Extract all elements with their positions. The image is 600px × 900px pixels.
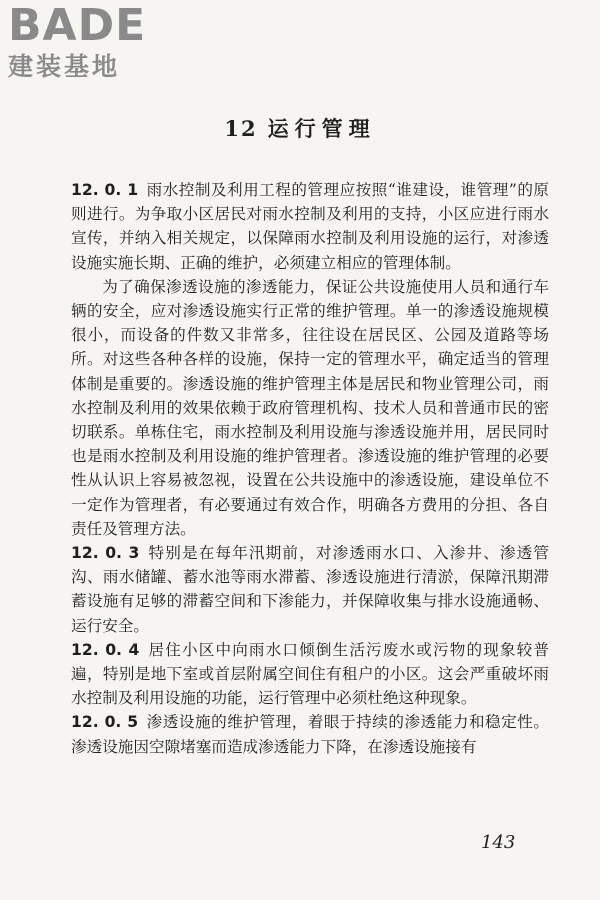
clause-text: 渗透设施的维护管理，着眼于持续的渗透能力和稳定性。渗透设施因空隙堵塞而造成渗透能力下降，在渗透设施接有 (71, 713, 549, 756)
clause-text: 居住小区中向雨水口倾倒生活污废水或污物的现象较普遍，特别是地下室或首层附属空间住有租户的小区。这会严重破坏雨水控制及利用设施的功能，运行管理中必须杜绝这种现象。 (71, 640, 549, 708)
page-number: 143 (481, 832, 516, 853)
clause-number: 12. 0. 5 (71, 713, 139, 732)
explanation-paragraph (71, 275, 549, 541)
clause-paragraph (71, 178, 549, 275)
clause-paragraph (71, 710, 549, 758)
chapter-title (0, 113, 600, 143)
clause-paragraph (71, 541, 549, 638)
clause-number: 12. 0. 1 (71, 181, 139, 199)
clause-paragraph (71, 638, 549, 711)
chapter-number: 12 (224, 116, 258, 141)
document-body (71, 178, 549, 759)
chapter-title-text: 运行管理 (267, 116, 376, 141)
logo-brand-text: BADE (8, 0, 147, 51)
clause-number: 12. 0. 3 (71, 544, 140, 563)
paragraph-text: 为了确保渗透设施的渗透能力，保证公共设施使用人员和通行车辆的安全，应对渗透设施实行正常的维护管理。单一的渗透设施规模很小，而设备的件数又非常多，往往设在居民区、公园及道路等场所。对这些各种各样的设施，保持一定的管理水平，确定适当的管理体制是重要的。渗透设施的维护管理主体是居民和物业管理公司，雨水控制及利用的效果依赖于政府管理机构、技术人员和普通市民的密切联系。单栋住宅，雨水控制及利用设施与渗透设施并用，居民同时也是雨水控制及利用设施的维护管理者。渗透设施的维护管理的必要性从认识上容易被忽视，设置在公共设施中的渗透设施，建设单位不一定作为管理者，有必要通过有效合作，明确各方费用的分担、各自责任及管理方法。 (71, 277, 549, 538)
clause-number: 12. 0. 4 (71, 640, 140, 659)
bade-logo (8, 0, 147, 82)
clause-text: 雨水控制及利用工程的管理应按照“谁建设，谁管理”的原则进行。为争取小区居民对雨水控制及利用的支持，小区应进行雨水宣传，并纳入相关规定，以保障雨水控制及利用设施的运行，对渗透设施实施长期、正确的维护，必须建立相应的管理体制。 (71, 181, 549, 272)
clause-text: 特别是在每年汛期前，对渗透雨水口、入渗井、渗透管沟、雨水储罐、蓄水池等雨水滞蓄、渗透设施进行清淤，保障汛期滞蓄设施有足够的滞蓄空间和下渗能力，并保障收集与排水设施通畅、运行安全。 (71, 544, 549, 635)
logo-subtitle: 建装基地 (8, 52, 121, 81)
